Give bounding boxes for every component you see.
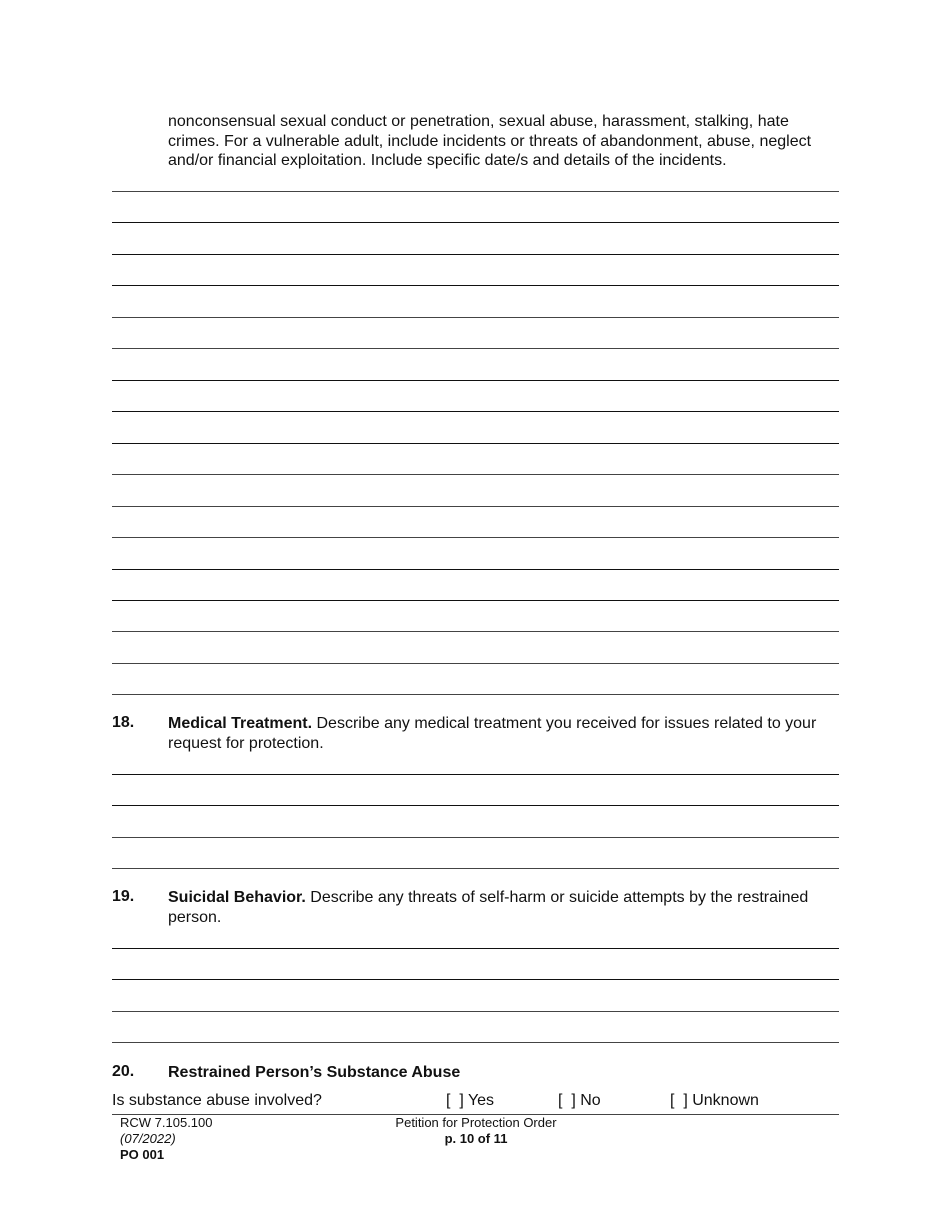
answer-line[interactable] — [112, 506, 839, 507]
answer-line[interactable] — [112, 774, 839, 775]
section-19-title: Suicidal Behavior. — [168, 889, 306, 906]
checkbox-no[interactable]: [ ] No — [558, 1092, 601, 1109]
section-18-number: 18. — [112, 714, 135, 731]
answer-line[interactable] — [112, 979, 839, 980]
answer-line[interactable] — [112, 569, 839, 570]
answer-line[interactable] — [112, 631, 839, 632]
answer-line[interactable] — [112, 663, 839, 664]
section-18-title: Medical Treatment. — [168, 715, 313, 732]
section-17-instructions-continued: nonconsensual sexual conduct or penetration, sexual abuse, harassment, stalking, hate crimes. For a vulnerable adult, include incidents or threats of abandonment, abuse, neglect and/or financial exploitation. Include specific date/s and details of the incidents. — [168, 113, 812, 169]
answer-line[interactable] — [112, 948, 839, 949]
answer-line[interactable] — [112, 837, 839, 838]
footer-form-title: Petition for Protection Order — [395, 1115, 557, 1130]
answer-line[interactable] — [112, 285, 839, 286]
section-20-number: 20. — [112, 1063, 135, 1080]
checkbox-unknown[interactable]: [ ] Unknown — [670, 1092, 759, 1109]
footer-page-number: p. 10 of 11 — [444, 1131, 508, 1146]
section-19-body: Describe any threats of self-harm or suicide attempts by the restrained person. — [168, 889, 809, 926]
answer-line[interactable] — [112, 191, 839, 192]
section-19-text — [168, 888, 838, 928]
answer-line[interactable] — [112, 411, 839, 412]
answer-line[interactable] — [112, 348, 839, 349]
answer-line[interactable] — [112, 443, 839, 444]
answer-line[interactable] — [112, 1042, 839, 1043]
footer-date: (07/2022) — [120, 1131, 176, 1146]
substance-abuse-question: Is substance abuse involved? — [112, 1092, 322, 1109]
footer-statute: RCW 7.105.100 — [120, 1115, 213, 1130]
answer-line[interactable] — [112, 222, 839, 223]
answer-line[interactable] — [112, 380, 839, 381]
answer-line[interactable] — [112, 474, 839, 475]
answer-line[interactable] — [112, 537, 839, 538]
footer-form-code: PO 001 — [120, 1147, 165, 1162]
section-18-text — [168, 714, 838, 754]
section-19-number: 19. — [112, 888, 135, 905]
section-18-body: Describe any medical treatment you received for issues related to your request for protection. — [168, 715, 817, 752]
answer-line[interactable] — [112, 317, 839, 318]
answer-line[interactable] — [112, 868, 839, 869]
answer-line[interactable] — [112, 805, 839, 806]
answer-line[interactable] — [112, 694, 839, 695]
answer-line[interactable] — [112, 1011, 839, 1012]
answer-line[interactable] — [112, 254, 839, 255]
answer-line[interactable] — [112, 600, 839, 601]
section-20-title: Restrained Person’s Substance Abuse — [168, 1064, 461, 1081]
checkbox-yes[interactable]: [ ] Yes — [446, 1092, 495, 1109]
